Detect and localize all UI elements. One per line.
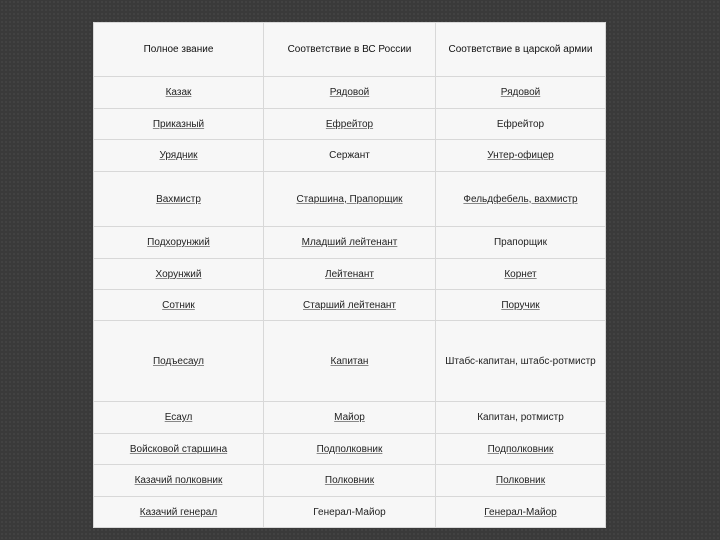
table-row (94, 321, 606, 402)
table-cell: Унтер-офицер (436, 140, 606, 172)
header-tsarist-equivalent: Соответствие в царской армии (436, 23, 606, 77)
table-cell: Приказный (94, 109, 264, 140)
table-cell: Подъесаул (94, 321, 264, 402)
table-row (94, 290, 606, 321)
ranks-table (93, 22, 606, 528)
table-row (94, 227, 606, 259)
table-cell: Урядник (94, 140, 264, 172)
table-cell: Капитан, ротмистр (436, 402, 606, 434)
table-cell: Капитан (264, 321, 436, 402)
table-row (94, 172, 606, 227)
table-cell: Рядовой (264, 77, 436, 109)
table-row (94, 497, 606, 528)
table-cell: Фельдфебель, вахмистр (436, 172, 606, 227)
table-cell: Прапорщик (436, 227, 606, 259)
table-row (94, 77, 606, 109)
table-cell: Лейтенант (264, 259, 436, 290)
table-row (94, 434, 606, 465)
table-cell: Есаул (94, 402, 264, 434)
table-cell: Старшина, Прапорщик (264, 172, 436, 227)
header-russia-equivalent: Соответствие в ВС России (264, 23, 436, 77)
table-row (94, 109, 606, 140)
table-cell: Майор (264, 402, 436, 434)
ranks-table-panel (93, 22, 605, 526)
table-cell: Старший лейтенант (264, 290, 436, 321)
table-cell: Генерал-Майор (264, 497, 436, 528)
table-cell: Казак (94, 77, 264, 109)
table-cell: Поручик (436, 290, 606, 321)
table-cell: Полковник (436, 465, 606, 497)
table-cell: Подполковник (436, 434, 606, 465)
table-header-row (94, 23, 606, 77)
table-cell: Корнет (436, 259, 606, 290)
table-cell: Подхорунжий (94, 227, 264, 259)
table-cell: Сотник (94, 290, 264, 321)
table-cell: Хорунжий (94, 259, 264, 290)
table-cell: Войсковой старшина (94, 434, 264, 465)
table-cell: Рядовой (436, 77, 606, 109)
table-cell: Вахмистр (94, 172, 264, 227)
header-full-rank: Полное звание (94, 23, 264, 77)
table-cell: Подполковник (264, 434, 436, 465)
table-cell: Генерал-Майор (436, 497, 606, 528)
table-cell: Ефрейтор (436, 109, 606, 140)
table-cell: Казачий генерал (94, 497, 264, 528)
table-cell: Полковник (264, 465, 436, 497)
table-cell: Казачий полковник (94, 465, 264, 497)
table-cell: Штабс-капитан, штабс-ротмистр (436, 321, 606, 402)
table-row (94, 140, 606, 172)
table-row (94, 259, 606, 290)
table-cell: Младший лейтенант (264, 227, 436, 259)
table-row (94, 465, 606, 497)
table-row (94, 402, 606, 434)
table-cell: Сержант (264, 140, 436, 172)
table-cell: Ефрейтор (264, 109, 436, 140)
